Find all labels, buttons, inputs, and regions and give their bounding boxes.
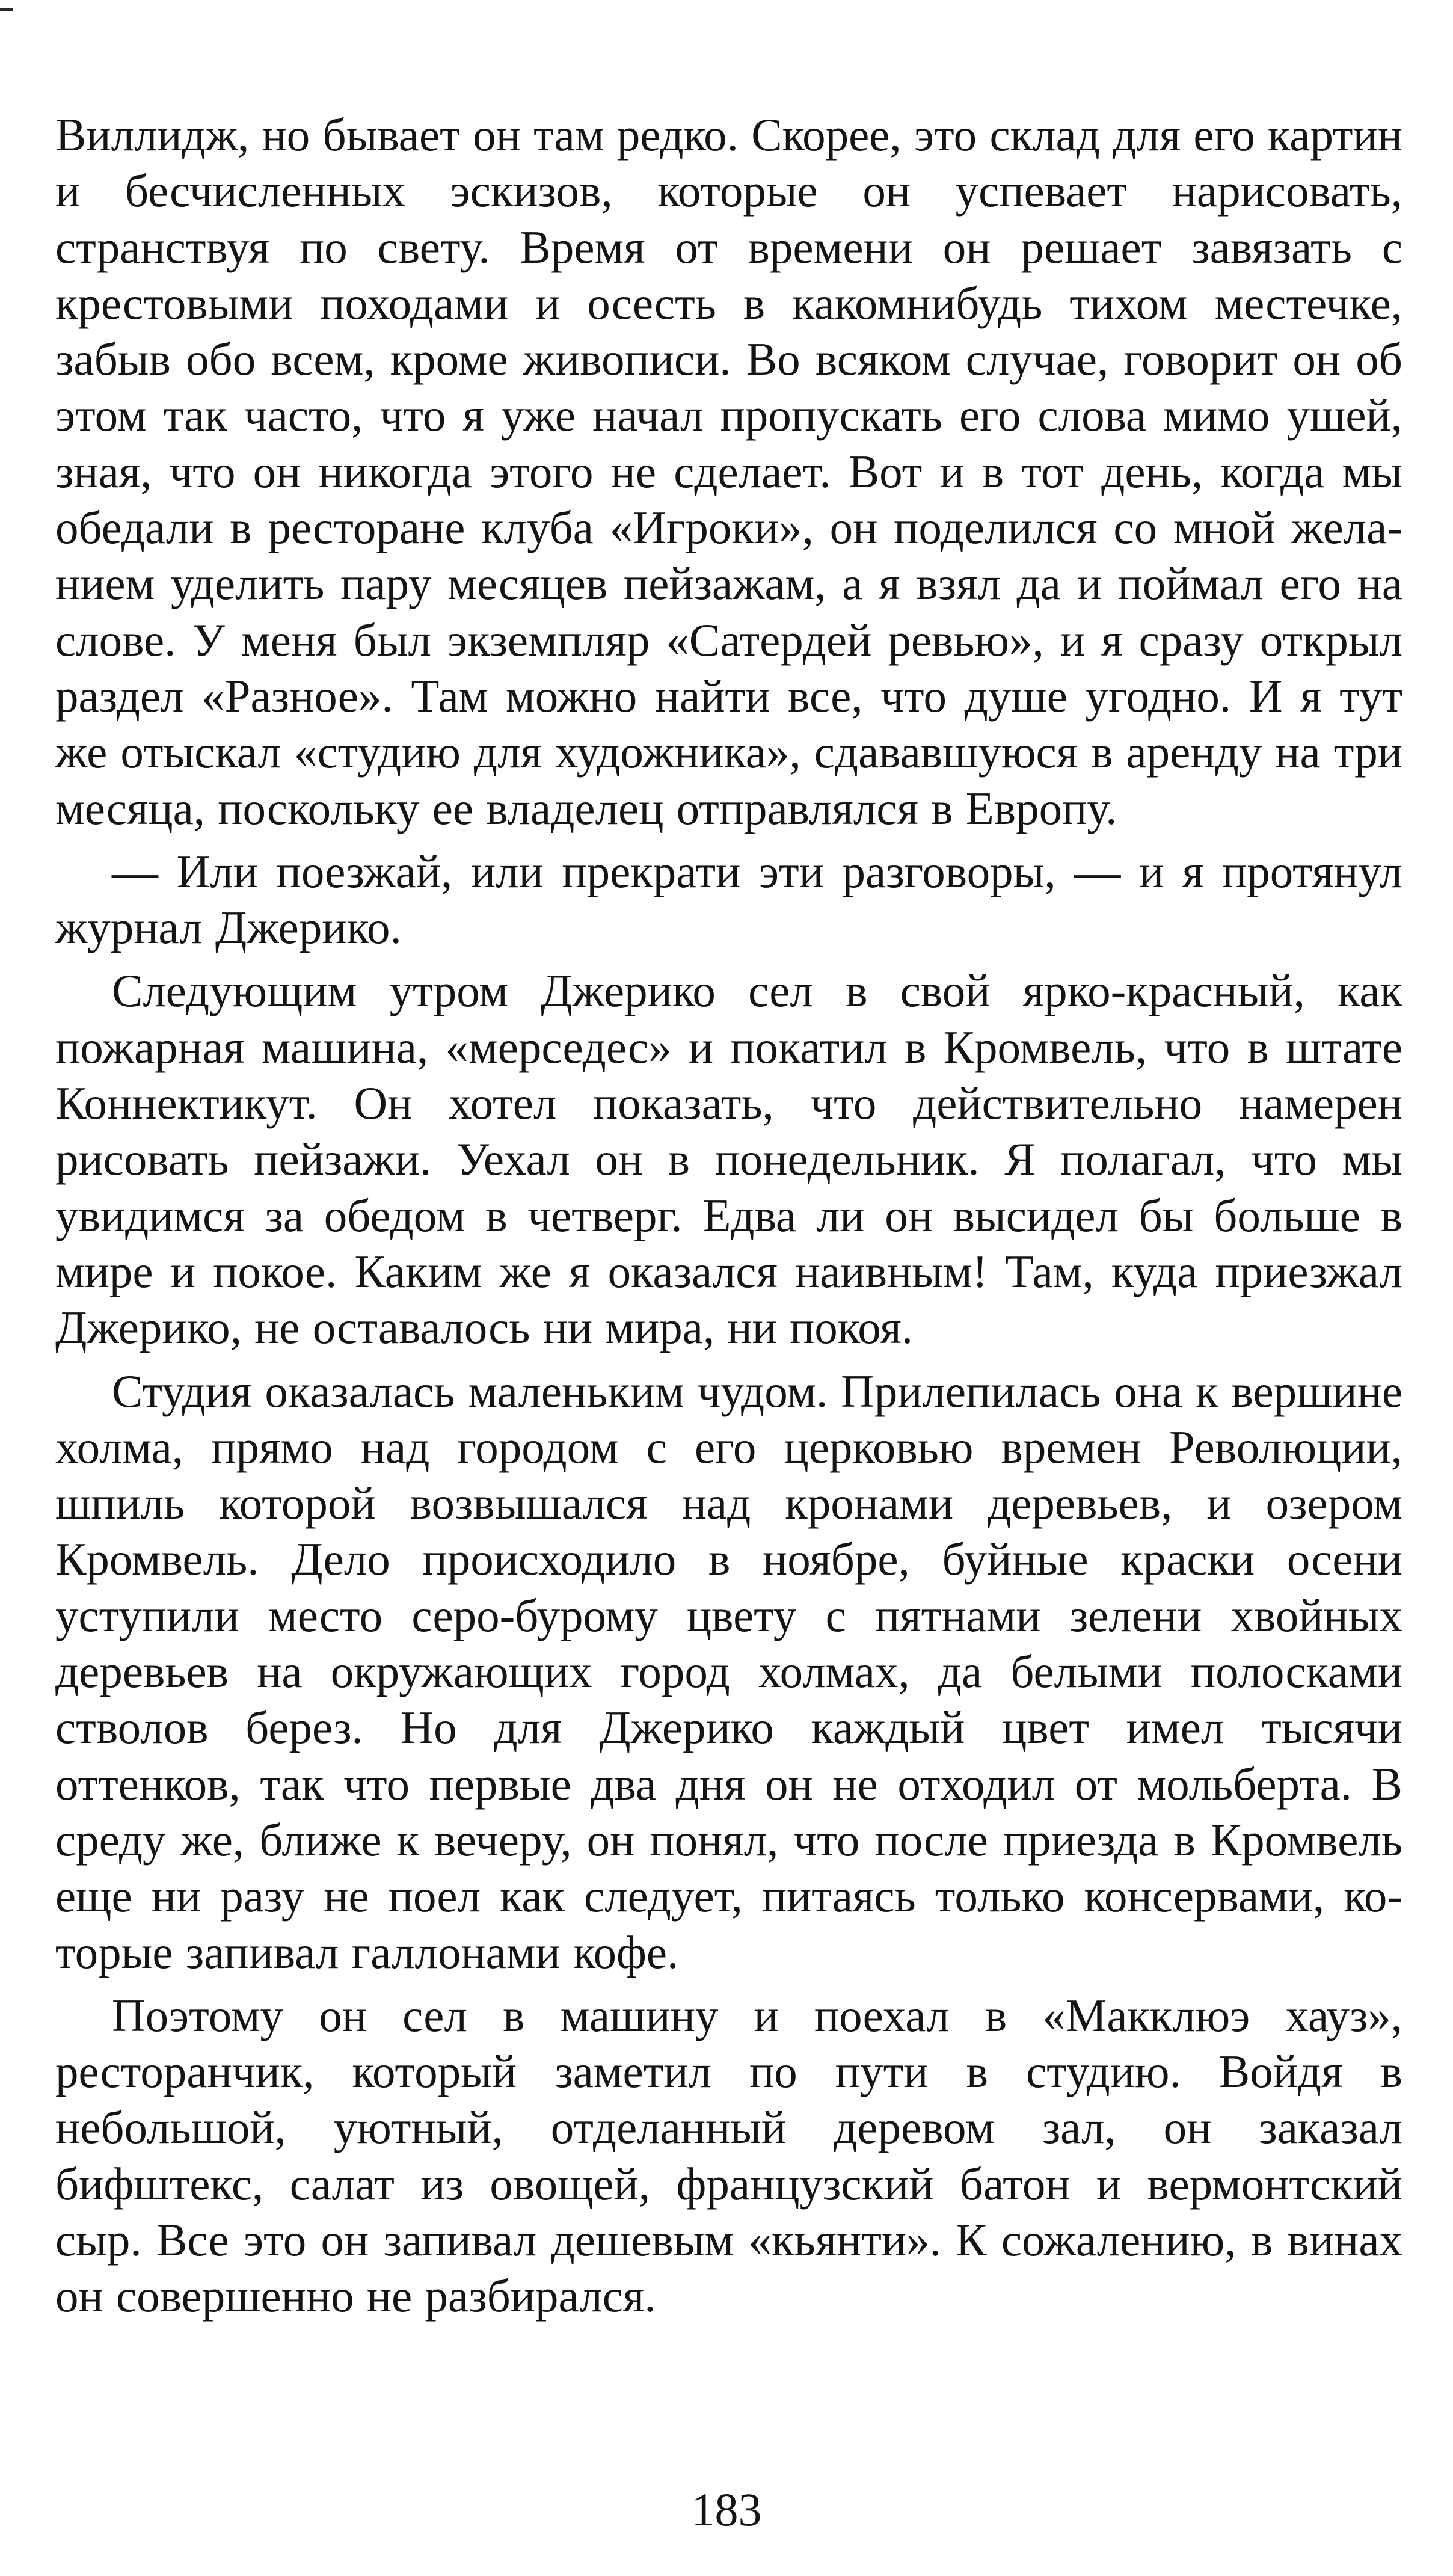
- paragraph-3: Следующим утром Джерико сел в свой ярко-красный, как пожарная машина, «мерседес» и покатил в Кромвель, что в штате Коннектикут. Он хотел показать, что действительно намерен рисовать пейзажи. Уехал он в понедельник. Я полагал, что мы увидимся за обедом в четверг. Едва ли он высидел бы больше в мире и покое. Каким же я оказался наивным! Там, куда приезжал Джерико, не оставалось ни мира, ни покоя.: [55, 965, 1402, 1354]
- paragraph-5: Поэтому он сел в машину и поехал в «Макклюэ хауз», ресторанчик, который заметил по пути в студию. Войдя в небольшой, уютный, отделанный деревом зал, он заказал бифштекс, салат из овощей, французский батон и вермонтский сыр. Все это он запивал дешевым «кьянти». К сожалению, в винах он совершенно не разбирался.: [55, 1989, 1402, 2322]
- body-text: [55, 107, 1402, 2325]
- scan-mark: [0, 8, 13, 11]
- paragraph-2: — Или поезжай, или прекрати эти разговоры, — и я протянул журнал Джерико.: [55, 845, 1402, 954]
- paragraph-4: Студия оказалась маленьким чудом. Прилепилась она к вершине холма, прямо над городом с его церковью времен Революции, шпиль которой возвышался над кронами деревьев, и озером Кромвель. Дело происходило в ноябре, буйные краски осени уступили место серо-бурому цвету с пятнами зелени хвойных деревьев на окружающих город холмах, да белыми полосками стволов берез. Но для Джерико каждый цвет имел тысячи оттенков, так что первые два дня он не отходил от мольберта. В среду же, ближе к вечеру, он понял, что после приезда в Кромвель еще ни разу не поел как следует, питаясь только консервами, которые запивал галлонами кофе.: [55, 1365, 1402, 1978]
- paragraph-1: Виллидж, но бывает он там редко. Скорее, это склад для его картин и бесчисленных эскизов, которые он успевает нарисовать, странствуя по свету. Время от времени он решает завязать с крестовыми походами и осесть в какомнибудь тихом местечке, забыв обо всем, кроме живописи. Во всяком случае, говорит он об этом так часто, что я уже начал пропускать его слова мимо ушей, зная, что он никогда этого не сделает. Вот и в тот день, когда мы обедали в ресторане клуба «Игроки», он поделился со мной желанием уделить пару месяцев пейзажам, а я взял да и поймал его на слове. У меня был экземпляр «Сатердей ревью», и я сразу открыл раздел «Разное». Там можно найти все, что душе угодно. И я тут же отыскал «студию для художника», сдававшуюся в аренду на три месяца, поскольку ее владелец отправлялся в Европу.: [55, 109, 1402, 834]
- page-number: 183: [691, 2483, 762, 2536]
